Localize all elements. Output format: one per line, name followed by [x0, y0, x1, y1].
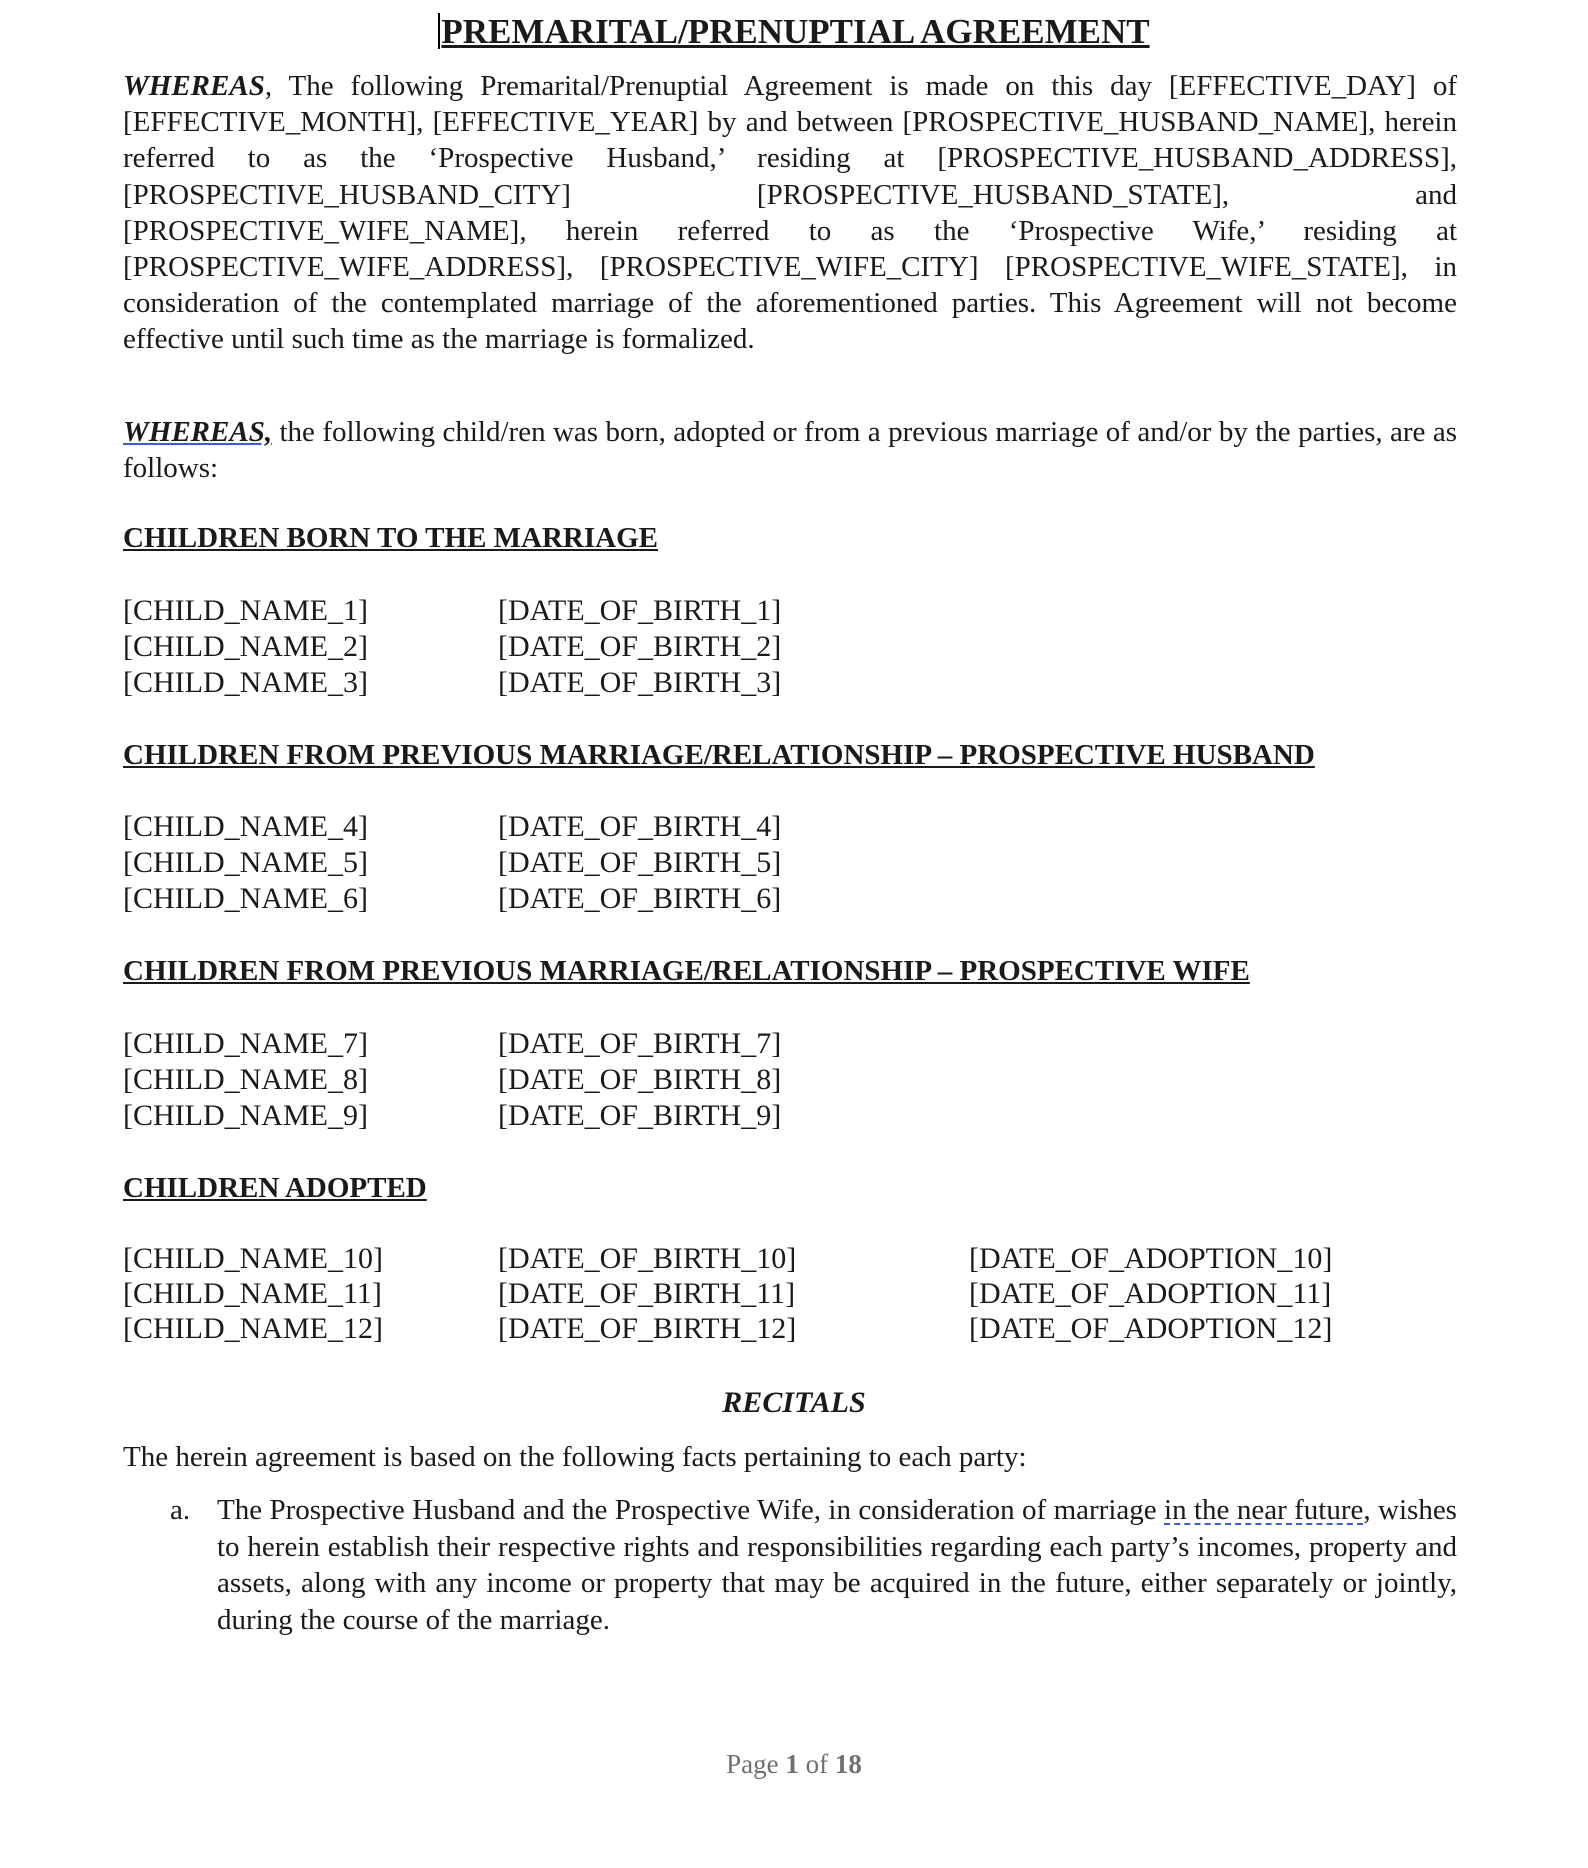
preamble-paragraph [123, 68, 1457, 358]
child-dob: [DATE_OF_BIRTH_8] [498, 1063, 782, 1096]
child-row [0, 809, 1588, 845]
child-name: [CHILD_NAME_5] [123, 846, 368, 879]
recital-text-before: The Prospective Husband and the Prospective Wife, in consideration of marriage [217, 1494, 1165, 1526]
child-dob: [DATE_OF_BIRTH_4] [498, 810, 782, 843]
child-row [0, 629, 1588, 665]
child-name: [CHILD_NAME_9] [123, 1099, 368, 1132]
child-dob: [DATE_OF_BIRTH_3] [498, 666, 782, 699]
child-dob: [DATE_OF_BIRTH_10] [498, 1242, 797, 1275]
recital-text-after: , wishes to herein establish their respective rights and responsibilities regarding each party’s incomes, property and assets, along with any income or property that may be acquired in the future, either separately or jointly, during the course of the marriage. [217, 1494, 1457, 1636]
section-heading-born: CHILDREN BORN TO THE MARRIAGE [123, 522, 658, 554]
preamble-text: , The following Premarital/Prenuptial Agreement is made on this day [EFFECTIVE_DAY] of [EFFECTIVE_MONTH], [EFFECTIVE_YEAR] by and between [PROSPECTIVE_HUSBAND_NAME], herein referred to as the ‘Prospective Husband,’ residing at [PROSPECTIVE_HUSBAND_ADDRESS], [PROSPECTIVE_HUSBAND_CITY] [PROSPECTIVE_HUSBAND_STATE], and [PROSPECTIVE_WIFE_NAME], herein referred to as the ‘Prospective Wife,’ residing at [PROSPECTIVE_WIFE_ADDRESS], [PROSPECTIVE_WIFE_CITY] [PROSPECTIVE_WIFE_STATE], in consideration of the contemplated marriage of the aforementioned parties. This Agreement will not become effective until such time as the marriage is formalized. [123, 70, 1457, 356]
child-dob: [DATE_OF_BIRTH_5] [498, 846, 782, 879]
document-title-text: PREMARITAL/PRENUPTIAL AGREEMENT [441, 12, 1150, 51]
current-page: 1 [785, 1749, 799, 1779]
child-row [0, 1311, 1588, 1347]
child-row [0, 881, 1588, 917]
list-marker: a. [170, 1494, 191, 1526]
child-row [0, 1026, 1588, 1062]
recitals-intro: The herein agreement is based on the following facts pertaining to each party: [123, 1441, 1027, 1473]
total-pages: 18 [834, 1749, 862, 1779]
child-row [0, 1241, 1588, 1277]
section-heading-husband: CHILDREN FROM PREVIOUS MARRIAGE/RELATIONSHIP – PROSPECTIVE HUSBAND [123, 739, 1315, 771]
child-dob: [DATE_OF_BIRTH_7] [498, 1027, 782, 1060]
child-name: [CHILD_NAME_11] [123, 1277, 382, 1310]
child-name: [CHILD_NAME_6] [123, 882, 368, 915]
child-dob: [DATE_OF_BIRTH_2] [498, 630, 782, 663]
section-heading-adopted: CHILDREN ADOPTED [123, 1172, 427, 1204]
child-dob: [DATE_OF_BIRTH_1] [498, 594, 782, 627]
grammar-flag[interactable]: in the near future [1164, 1494, 1364, 1526]
child-name: [CHILD_NAME_2] [123, 630, 368, 663]
child-row [0, 665, 1588, 701]
child-row [0, 1276, 1588, 1312]
page-label: Page [726, 1749, 779, 1779]
child-dob: [DATE_OF_BIRTH_9] [498, 1099, 782, 1132]
child-adoption-date: [DATE_OF_ADOPTION_10] [969, 1242, 1333, 1275]
child-adoption-date: [DATE_OF_ADOPTION_12] [969, 1312, 1333, 1345]
children-intro-paragraph [123, 414, 1457, 486]
child-name: [CHILD_NAME_7] [123, 1027, 368, 1060]
child-row [0, 593, 1588, 629]
child-row [0, 1098, 1588, 1134]
child-dob: [DATE_OF_BIRTH_12] [498, 1312, 797, 1345]
child-name: [CHILD_NAME_3] [123, 666, 368, 699]
child-row [0, 845, 1588, 881]
child-name: [CHILD_NAME_12] [123, 1312, 383, 1345]
child-name: [CHILD_NAME_8] [123, 1063, 368, 1096]
child-name: [CHILD_NAME_4] [123, 810, 368, 843]
child-dob: [DATE_OF_BIRTH_6] [498, 882, 782, 915]
children-intro-lead: WHEREAS, [123, 416, 273, 448]
recitals-heading: RECITALS [722, 1386, 866, 1419]
preamble-lead: WHEREAS [123, 70, 265, 102]
child-row [0, 1062, 1588, 1098]
child-name: [CHILD_NAME_1] [123, 594, 368, 627]
recital-item-a [217, 1492, 1457, 1638]
child-adoption-date: [DATE_OF_ADOPTION_11] [969, 1277, 1332, 1310]
document-title [0, 8, 1588, 56]
of-label: of [805, 1749, 829, 1779]
child-dob: [DATE_OF_BIRTH_11] [498, 1277, 796, 1310]
children-intro-text: the following child/ren was born, adopted or from a previous marriage of and/or by the parties, are as follows: [123, 416, 1457, 485]
section-heading-wife: CHILDREN FROM PREVIOUS MARRIAGE/RELATIONSHIP – PROSPECTIVE WIFE [123, 955, 1250, 987]
child-name: [CHILD_NAME_10] [123, 1242, 383, 1275]
page-footer [0, 1746, 1588, 1782]
